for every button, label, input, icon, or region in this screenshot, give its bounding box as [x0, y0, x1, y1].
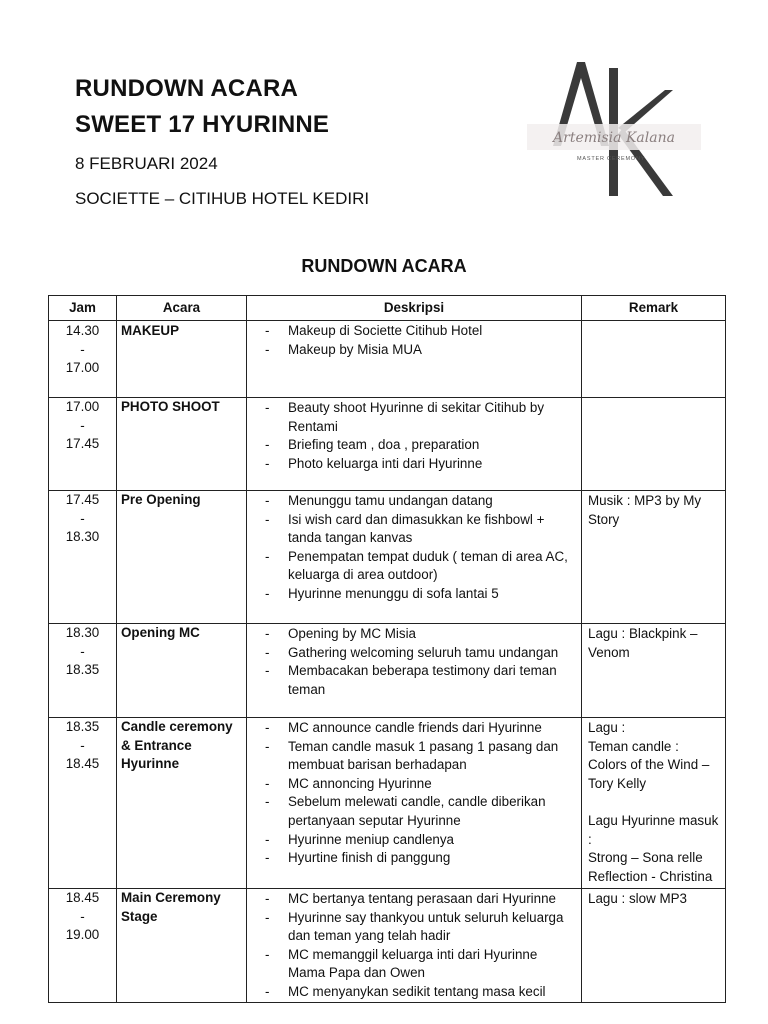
list-item: - Hyurinne say thankyou untuk seluruh keluarga dan teman yang telah hadir	[265, 909, 575, 946]
list-item: - Sebelum melewati candle, candle diberikan pertanyaan seputar Hyurinne	[265, 793, 575, 830]
table-row	[49, 718, 726, 889]
header-jam: Jam	[49, 296, 117, 321]
list-item: - MC memanggil keluarga inti dari Hyurinne Mama Papa dan Owen	[265, 946, 575, 983]
row-time: 18.35 - 18.45	[49, 718, 117, 889]
row-remark: Lagu : slow MP3	[582, 889, 726, 1003]
row-time: 14.30 - 17.00	[49, 321, 117, 398]
table-row	[49, 398, 726, 491]
row-description	[247, 718, 582, 889]
event-date: 8 FEBRUARI 2024	[75, 154, 218, 173]
list-item: - Penempatan tempat duduk ( teman di area AC, keluarga di area outdoor)	[265, 548, 575, 585]
row-activity: MAKEUP	[117, 321, 247, 398]
row-description	[247, 889, 582, 1003]
header-remark: Remark	[582, 296, 726, 321]
list-item: - Gathering welcoming seluruh tamu undangan	[265, 644, 575, 663]
row-activity: Main Ceremony Stage	[117, 889, 247, 1003]
row-activity: Pre Opening	[117, 491, 247, 624]
list-item: - Makeup di Societte Citihub Hotel	[265, 322, 575, 341]
document-title: RUNDOWN ACARA	[75, 75, 299, 102]
header-deskripsi: Deskripsi	[247, 296, 582, 321]
table-row	[49, 889, 726, 1003]
row-description	[247, 321, 582, 398]
event-name: SWEET 17 HYURINNE	[75, 111, 330, 138]
row-activity: PHOTO SHOOT	[117, 398, 247, 491]
list-item: - Photo keluarga inti dari Hyurinne	[265, 455, 575, 474]
list-item: - MC annoncing Hyurinne	[265, 775, 575, 794]
row-remark: Lagu : Blackpink – Venom	[582, 624, 726, 718]
list-item: - Isi wish card dan dimasukkan ke fishbowl + tanda tangan kanvas	[265, 511, 575, 548]
table-header-row	[49, 296, 726, 321]
row-time: 17.45 - 18.30	[49, 491, 117, 624]
list-item: - Makeup by Misia MUA	[265, 341, 575, 360]
list-item: - MC bertanya tentang perasaan dari Hyurinne	[265, 890, 575, 909]
row-remark: Lagu : Teman candle : Colors of the Wind – Tory Kelly Lagu Hyurinne masuk : Strong – Sona relle Reflection - Christina	[582, 718, 726, 889]
row-description	[247, 491, 582, 624]
list-item: - Briefing team , doa , preparation	[265, 436, 575, 455]
table-title: RUNDOWN ACARA	[301, 256, 467, 276]
event-venue: SOCIETTE – CITIHUB HOTEL KEDIRI	[75, 189, 370, 208]
table-row	[49, 321, 726, 398]
list-item: - Hyurtine finish di panggung	[265, 849, 575, 868]
list-item: - MC announce candle friends dari Hyurinne	[265, 719, 575, 738]
list-item: - Beauty shoot Hyurinne di sekitar Citihub by Rentami	[265, 399, 575, 436]
ak-master-ceremony-logo	[525, 58, 703, 198]
list-item: - Membacakan beberapa testimony dari teman teman	[265, 662, 575, 699]
header-acara: Acara	[117, 296, 247, 321]
row-description	[247, 624, 582, 718]
table-row	[49, 624, 726, 718]
row-time: 17.00 - 17.45	[49, 398, 117, 491]
logo-script-name: Artemisia Kalana	[553, 130, 675, 146]
row-activity: Opening MC	[117, 624, 247, 718]
rundown-table	[48, 295, 726, 1003]
list-item: - Teman candle masuk 1 pasang 1 pasang dan membuat barisan berhadapan	[265, 738, 575, 775]
row-remark	[582, 398, 726, 491]
row-remark	[582, 321, 726, 398]
list-item: - Hyurinne meniup candlenya	[265, 831, 575, 850]
list-item: - Menunggu tamu undangan datang	[265, 492, 575, 511]
list-item: - MC menyanykan sedikit tentang masa kecil	[265, 983, 575, 1002]
row-remark: Musik : MP3 by My Story	[582, 491, 726, 624]
list-item: - Opening by MC Misia	[265, 625, 575, 644]
row-time: 18.30 - 18.35	[49, 624, 117, 718]
row-time: 18.45 - 19.00	[49, 889, 117, 1003]
row-description	[247, 398, 582, 491]
row-activity: Candle ceremony & Entrance Hyurinne	[117, 718, 247, 889]
list-item: - Hyurinne menunggu di sofa lantai 5	[265, 585, 575, 604]
table-row	[49, 491, 726, 624]
logo-tagline: MASTER CEREMONY	[577, 156, 646, 162]
